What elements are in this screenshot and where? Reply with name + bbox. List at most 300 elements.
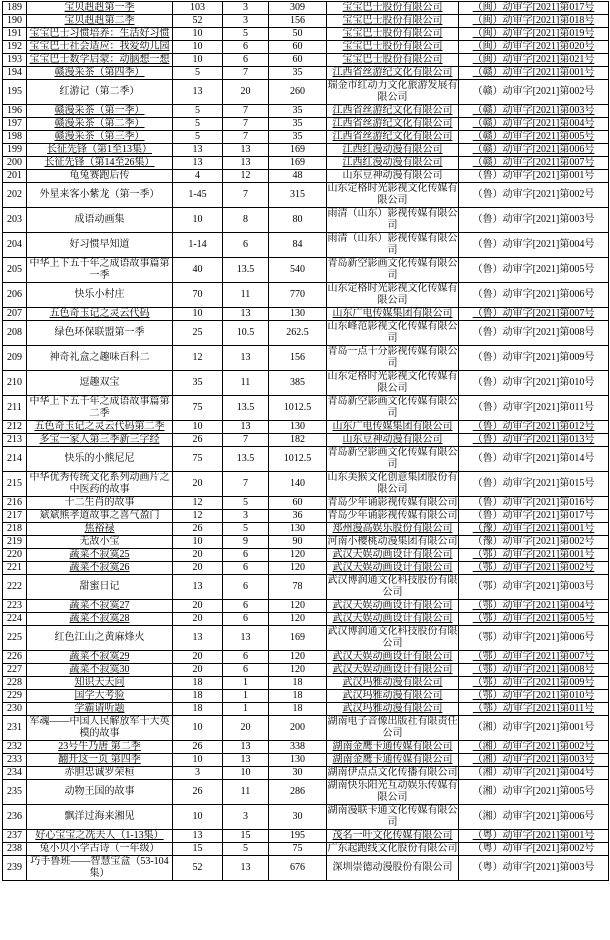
license-number-cell: （湘）动审字[2021]第006号: [459, 805, 609, 830]
company-cell: 武汉天娱动画设计有限公司: [327, 600, 459, 613]
table-row: [3, 805, 609, 830]
row-number-cell: 220: [3, 549, 27, 562]
table-row: [3, 2, 609, 15]
minutes-per-episode-cell: 6: [223, 54, 269, 67]
total-minutes-cell: 315: [269, 183, 327, 208]
row-number-cell: 234: [3, 767, 27, 780]
title-cell: 宝宝巴士数学启蒙：动脑想一想: [27, 54, 173, 67]
table-body: [3, 2, 609, 881]
company-cell: 武汉博润通文化科技股份有限公司: [327, 575, 458, 598]
title-cell: 学霸请听题: [27, 703, 173, 716]
license-number-cell: （粤）动审字[2021]第001号: [459, 830, 609, 843]
total-minutes-cell: 338: [269, 741, 327, 754]
company-cell: 武汉玛雅动漫有限公司: [327, 703, 459, 716]
license-number-cell: （赣）动审字[2021]第004号: [459, 118, 609, 131]
license-number-cell: （鲁）动审字[2021]第008号: [459, 321, 609, 346]
row-number-cell: 237: [3, 830, 27, 843]
title-cell: 蔬菜不寂寞30: [27, 664, 173, 677]
minutes-per-episode-cell: 3: [223, 15, 269, 28]
minutes-per-episode-cell: 5: [223, 523, 269, 536]
title-cell: 兔小贝小学古诗（一年级）: [27, 843, 173, 856]
row-number-cell: 201: [3, 170, 27, 183]
minutes-per-episode-cell: 6: [223, 549, 269, 562]
company-cell: 武汉天娱动画设计有限公司: [327, 562, 459, 575]
title-cell: 好心宝宝之冼夫人（1-13集）: [27, 830, 173, 843]
minutes-per-episode-cell: 5: [223, 497, 269, 510]
row-number-cell: 196: [3, 105, 27, 118]
license-number-cell: （闽）动审字[2021]第020号: [459, 41, 609, 54]
total-minutes-cell: 200: [269, 716, 327, 741]
company-cell: 江西省丝游纪文化有限公司: [327, 67, 459, 80]
company-cell: 青岛新空影画文化传媒有限公司: [327, 258, 458, 281]
license-number-cell: （鲁）动审字[2021]第009号: [459, 346, 609, 371]
minutes-per-episode-cell: 5: [223, 28, 269, 41]
episodes-cell: 13: [173, 80, 223, 105]
row-number-cell: 192: [3, 41, 27, 54]
total-minutes-cell: 120: [269, 613, 327, 626]
episodes-cell: 4: [173, 170, 223, 183]
total-minutes-cell: 156: [269, 15, 327, 28]
title-cell: 逗趣双宝: [27, 371, 173, 396]
episodes-cell: 12: [173, 346, 223, 371]
license-number-cell: （湘）动审字[2021]第004号: [459, 767, 609, 780]
minutes-per-episode-cell: 13.5: [223, 447, 269, 472]
license-number-cell: （鲁）动审字[2021]第014号: [459, 447, 609, 472]
table-row: [3, 716, 609, 741]
episodes-cell: 70: [173, 283, 223, 308]
minutes-per-episode-cell: 13.5: [223, 396, 269, 421]
company-cell: 武汉天娱动画设计有限公司: [327, 651, 459, 664]
title-cell: 23号牛乃唐 第二季: [27, 741, 173, 754]
table-row: [3, 830, 609, 843]
table-row: [3, 183, 609, 208]
episodes-cell: 10: [173, 28, 223, 41]
table-row: [3, 767, 609, 780]
total-minutes-cell: 35: [269, 131, 327, 144]
episodes-cell: 52: [173, 856, 223, 881]
title-cell: 五色奇玉记之灵云代码第二季: [27, 421, 173, 434]
table-row: [3, 258, 609, 283]
total-minutes-cell: 540: [269, 258, 327, 283]
minutes-per-episode-cell: 1: [223, 677, 269, 690]
company-cell: 宝宝巴士股份有限公司: [327, 54, 459, 67]
license-number-cell: （鲁）动审字[2021]第012号: [459, 421, 609, 434]
title-cell: 赣漫采茶（第二季）: [27, 118, 173, 131]
episodes-cell: 35: [173, 371, 223, 396]
title-cell: 宝贝赳赳第一季: [27, 2, 173, 15]
episodes-cell: 13: [173, 157, 223, 170]
episodes-cell: 20: [173, 549, 223, 562]
table-row: [3, 283, 609, 308]
table-row: [3, 536, 609, 549]
minutes-per-episode-cell: 10: [223, 767, 269, 780]
minutes-per-episode-cell: 7: [223, 131, 269, 144]
title-cell: 宝宝巴士习惯培养：生活好习惯: [27, 28, 173, 41]
minutes-per-episode-cell: 12: [223, 170, 269, 183]
total-minutes-cell: 262.5: [269, 321, 327, 346]
title-cell: 斌斌熊孝道故事之喜气盈门: [27, 510, 173, 523]
episodes-cell: 12: [173, 497, 223, 510]
total-minutes-cell: 130: [269, 754, 327, 767]
title-cell: 神奇礼盒之趣味百科二: [27, 346, 173, 371]
company-cell: 武汉天娱动画设计有限公司: [327, 613, 459, 626]
table-row: [3, 233, 609, 258]
title-cell: 多宝一家人第三季新三字经: [27, 434, 173, 447]
total-minutes-cell: 130: [269, 421, 327, 434]
total-minutes-cell: 90: [269, 536, 327, 549]
row-number-cell: 197: [3, 118, 27, 131]
minutes-per-episode-cell: 6: [223, 562, 269, 575]
total-minutes-cell: 120: [269, 600, 327, 613]
company-cell: 江西省丝游纪文化有限公司: [327, 105, 459, 118]
episodes-cell: 13: [173, 626, 223, 651]
title-cell: 军魂——中国人民解放军十大英模的故事: [27, 716, 173, 741]
minutes-per-episode-cell: 6: [223, 651, 269, 664]
total-minutes-cell: 48: [269, 170, 327, 183]
title-cell: 快乐小村庄: [27, 283, 173, 308]
title-cell: 蔬菜不寂寞25: [27, 549, 173, 562]
episodes-cell: 20: [173, 562, 223, 575]
episodes-cell: 5: [173, 105, 223, 118]
row-number-cell: 233: [3, 754, 27, 767]
title-cell: 赣漫采茶（第一季）: [27, 105, 173, 118]
minutes-per-episode-cell: 6: [223, 613, 269, 626]
license-number-cell: （湘）动审字[2021]第005号: [459, 780, 609, 805]
episodes-cell: 75: [173, 447, 223, 472]
license-number-cell: （鲁）动审字[2021]第006号: [459, 283, 609, 308]
table-row: [3, 575, 609, 600]
minutes-per-episode-cell: 1: [223, 690, 269, 703]
license-number-cell: （鲁）动审字[2021]第010号: [459, 371, 609, 396]
minutes-per-episode-cell: 13: [223, 157, 269, 170]
episodes-cell: 52: [173, 15, 223, 28]
total-minutes-cell: 156: [269, 346, 327, 371]
table-row: [3, 118, 609, 131]
license-number-cell: （鄂）动审字[2021]第007号: [459, 651, 609, 664]
episodes-cell: 5: [173, 131, 223, 144]
table-row: [3, 651, 609, 664]
row-number-cell: 238: [3, 843, 27, 856]
company-cell: 湖南伊点点文化传播有限公司: [327, 767, 458, 778]
total-minutes-cell: 120: [269, 549, 327, 562]
title-cell: 红游记（第二季）: [27, 80, 173, 105]
row-number-cell: 218: [3, 523, 27, 536]
license-number-cell: （赣）动审字[2021]第003号: [459, 105, 609, 118]
row-number-cell: 239: [3, 856, 27, 881]
minutes-per-episode-cell: 10.5: [223, 321, 269, 346]
episodes-cell: 1-45: [173, 183, 223, 208]
company-cell: 山东美猴文化创意集团股份有限公司: [327, 472, 458, 495]
company-cell: 山东豆神动漫有限公司: [327, 170, 459, 183]
license-number-cell: （粤）动审字[2021]第003号: [459, 856, 609, 881]
table-row: [3, 447, 609, 472]
minutes-per-episode-cell: 13: [223, 308, 269, 321]
row-number-cell: 203: [3, 208, 27, 233]
company-cell: 雨清（山东）影视传媒有限公司: [327, 233, 458, 256]
title-cell: 龟兔赛跑后传: [27, 170, 173, 183]
total-minutes-cell: 18: [269, 703, 327, 716]
total-minutes-cell: 60: [269, 497, 327, 510]
minutes-per-episode-cell: 13: [223, 346, 269, 371]
license-number-cell: （赣）动审字[2021]第005号: [459, 131, 609, 144]
title-cell: 成语动画集: [27, 208, 173, 233]
title-cell: 好习惯早知道: [27, 233, 173, 258]
minutes-per-episode-cell: 7: [223, 434, 269, 447]
episodes-cell: 12: [173, 510, 223, 523]
table-row: [3, 549, 609, 562]
minutes-per-episode-cell: 13: [223, 421, 269, 434]
company-cell: 山东定格时光影视文化传媒有限公司: [327, 183, 458, 206]
title-cell: 宝宝巴士社会适应：我爱幼儿园: [27, 41, 173, 54]
title-cell: 国学大考验: [27, 690, 173, 703]
title-cell: 焦裕禄: [27, 523, 173, 536]
row-number-cell: 202: [3, 183, 27, 208]
table-row: [3, 105, 609, 118]
total-minutes-cell: 120: [269, 562, 327, 575]
license-number-cell: （鲁）动审字[2021]第004号: [459, 233, 609, 258]
company-cell: 湖南电子音像出版社有限责任公司: [327, 716, 458, 739]
total-minutes-cell: 195: [269, 830, 327, 843]
episodes-cell: 5: [173, 67, 223, 80]
table-row: [3, 523, 609, 536]
minutes-per-episode-cell: 3: [223, 510, 269, 523]
license-number-cell: （鲁）动审字[2021]第011号: [459, 396, 609, 421]
title-cell: 长征先锋（第14至26集）: [27, 157, 173, 170]
total-minutes-cell: 182: [269, 434, 327, 447]
total-minutes-cell: 676: [269, 856, 327, 881]
table-row: [3, 613, 609, 626]
row-number-cell: 214: [3, 447, 27, 472]
minutes-per-episode-cell: 1: [223, 703, 269, 716]
license-number-cell: （湘）动审字[2021]第001号: [459, 716, 609, 741]
license-number-cell: （闽）动审字[2021]第019号: [459, 28, 609, 41]
title-cell: 中华优秀传统文化系列动画片之中医药的故事: [27, 472, 173, 497]
episodes-cell: 103: [173, 2, 223, 15]
license-number-cell: （鲁）动审字[2021]第017号: [459, 510, 609, 523]
row-number-cell: 208: [3, 321, 27, 346]
company-cell: 山东广电传媒集团有限公司: [327, 308, 459, 321]
row-number-cell: 224: [3, 613, 27, 626]
row-number-cell: 206: [3, 283, 27, 308]
total-minutes-cell: 309: [269, 2, 327, 15]
minutes-per-episode-cell: 7: [223, 105, 269, 118]
license-number-cell: （赣）动审字[2021]第002号: [459, 80, 609, 105]
license-number-cell: （赣）动审字[2021]第006号: [459, 144, 609, 157]
title-cell: 十二生肖的故事: [27, 497, 173, 510]
minutes-per-episode-cell: 13: [223, 626, 269, 651]
company-cell: 山东广电传媒集团有限公司: [327, 421, 459, 434]
title-cell: 蔬菜不寂寞29: [27, 651, 173, 664]
row-number-cell: 231: [3, 716, 27, 741]
company-cell: 湖南快乐阳光互动娱乐传媒有限公司: [327, 780, 458, 803]
minutes-per-episode-cell: 11: [223, 780, 269, 805]
episodes-cell: 13: [173, 830, 223, 843]
episodes-cell: 10: [173, 716, 223, 741]
license-number-cell: （鄂）动审字[2021]第006号: [459, 626, 609, 651]
company-cell: 武汉玛雅动漫有限公司: [327, 690, 459, 703]
minutes-per-episode-cell: 13: [223, 741, 269, 754]
table-row: [3, 396, 609, 421]
table-row: [3, 664, 609, 677]
company-cell: 河南小樱桃动漫集团有限公司: [327, 536, 458, 547]
row-number-cell: 204: [3, 233, 27, 258]
table-row: [3, 472, 609, 497]
table-row: [3, 856, 609, 881]
license-number-cell: （鲁）动审字[2021]第005号: [459, 258, 609, 283]
license-number-cell: （湘）动审字[2021]第002号: [459, 741, 609, 754]
episodes-cell: 40: [173, 258, 223, 283]
minutes-per-episode-cell: 13.5: [223, 258, 269, 283]
table-row: [3, 741, 609, 754]
table-row: [3, 15, 609, 28]
total-minutes-cell: 120: [269, 664, 327, 677]
episodes-cell: 20: [173, 472, 223, 497]
title-cell: 宝贝赳赳第二季: [27, 15, 173, 28]
license-number-cell: （鄂）动审字[2021]第011号: [459, 703, 609, 716]
company-cell: 武汉天娱动画设计有限公司: [327, 664, 459, 677]
table-row: [3, 703, 609, 716]
episodes-cell: 10: [173, 208, 223, 233]
title-cell: 甜蜜日记: [27, 575, 173, 600]
row-number-cell: 230: [3, 703, 27, 716]
row-number-cell: 212: [3, 421, 27, 434]
total-minutes-cell: 260: [269, 80, 327, 105]
minutes-per-episode-cell: 7: [223, 67, 269, 80]
row-number-cell: 213: [3, 434, 27, 447]
title-cell: 绿色环保联盟第一季: [27, 321, 173, 346]
row-number-cell: 211: [3, 396, 27, 421]
license-number-cell: （鲁）动审字[2021]第007号: [459, 308, 609, 321]
row-number-cell: 205: [3, 258, 27, 283]
company-cell: 江西红漫动漫有限公司: [327, 157, 459, 170]
minutes-per-episode-cell: 3: [223, 805, 269, 830]
total-minutes-cell: 18: [269, 677, 327, 690]
total-minutes-cell: 18: [269, 690, 327, 703]
episodes-cell: 26: [173, 780, 223, 805]
company-cell: 深圳崇德动漫股份有限公司: [327, 856, 459, 881]
episodes-cell: 26: [173, 434, 223, 447]
minutes-per-episode-cell: 6: [223, 233, 269, 258]
total-minutes-cell: 75: [269, 843, 327, 856]
episodes-cell: 10: [173, 421, 223, 434]
company-cell: 宝宝巴士股份有限公司: [327, 41, 459, 54]
row-number-cell: 226: [3, 651, 27, 664]
company-cell: 武汉天娱动画设计有限公司: [327, 549, 459, 562]
title-cell: 蔬菜不寂寞27: [27, 600, 173, 613]
total-minutes-cell: 35: [269, 118, 327, 131]
episodes-cell: 13: [173, 144, 223, 157]
total-minutes-cell: 169: [269, 144, 327, 157]
row-number-cell: 191: [3, 28, 27, 41]
row-number-cell: 194: [3, 67, 27, 80]
row-number-cell: 207: [3, 308, 27, 321]
row-number-cell: 232: [3, 741, 27, 754]
episodes-cell: 10: [173, 308, 223, 321]
table-row: [3, 41, 609, 54]
episodes-cell: 20: [173, 613, 223, 626]
row-number-cell: 195: [3, 80, 27, 105]
table-row: [3, 54, 609, 67]
total-minutes-cell: 130: [269, 523, 327, 536]
episodes-cell: 20: [173, 651, 223, 664]
table-row: [3, 308, 609, 321]
company-cell: 武汉玛雅动漫有限公司: [327, 677, 459, 690]
row-number-cell: 200: [3, 157, 27, 170]
license-number-cell: （赣）动审字[2021]第007号: [459, 157, 609, 170]
table-row: [3, 843, 609, 856]
title-cell: 飘洋过海来湘见: [27, 805, 173, 830]
license-number-cell: （闽）动审字[2021]第021号: [459, 54, 609, 67]
episodes-cell: 26: [173, 741, 223, 754]
company-cell: 瑞金市红动力文化旅游发展有限公司: [327, 80, 458, 103]
company-cell: 宝宝巴士股份有限公司: [327, 2, 459, 15]
row-number-cell: 210: [3, 371, 27, 396]
title-cell: 无敌小宝: [27, 536, 173, 549]
total-minutes-cell: 78: [269, 575, 327, 600]
row-number-cell: 228: [3, 677, 27, 690]
license-number-cell: （鄂）动审字[2021]第004号: [459, 600, 609, 613]
company-cell: 江西红漫动漫有限公司: [327, 144, 459, 157]
episodes-cell: 10: [173, 536, 223, 549]
total-minutes-cell: 80: [269, 208, 327, 233]
company-cell: 宝宝巴士股份有限公司: [327, 28, 459, 41]
table-row: [3, 421, 609, 434]
minutes-per-episode-cell: 15: [223, 830, 269, 843]
episodes-cell: 10: [173, 54, 223, 67]
table-row: [3, 157, 609, 170]
company-cell: 青岛一点十分影视传媒有限公司: [327, 346, 458, 369]
company-cell: 山东定格时光影视文化传媒有限公司: [327, 283, 458, 306]
episodes-cell: 18: [173, 677, 223, 690]
title-cell: 中华上下五千年之成语故事篇第二季: [27, 396, 173, 421]
company-cell: 湖南金鹰卡通传媒有限公司: [327, 754, 459, 767]
title-cell: 快乐的小熊尼尼: [27, 447, 173, 472]
title-cell: 巧手鲁班——智慧宝盒（53-104集）: [27, 856, 173, 881]
episodes-cell: 3: [173, 767, 223, 780]
episodes-cell: 20: [173, 664, 223, 677]
row-number-cell: 189: [3, 2, 27, 15]
episodes-cell: 10: [173, 41, 223, 54]
title-cell: 长征先锋（第1至13集）: [27, 144, 173, 157]
license-number-cell: （豫）动审字[2021]第001号: [459, 523, 609, 536]
title-cell: 赣漫采茶（第三季）: [27, 131, 173, 144]
license-number-cell: （鄂）动审字[2021]第001号: [459, 549, 609, 562]
table-row: [3, 510, 609, 523]
license-number-cell: （鄂）动审字[2021]第008号: [459, 664, 609, 677]
table-row: [3, 434, 609, 447]
total-minutes-cell: 50: [269, 28, 327, 41]
row-number-cell: 219: [3, 536, 27, 549]
episodes-cell: 75: [173, 396, 223, 421]
total-minutes-cell: 60: [269, 41, 327, 54]
license-number-cell: （鄂）动审字[2021]第005号: [459, 613, 609, 626]
table-row: [3, 208, 609, 233]
minutes-per-episode-cell: 8: [223, 208, 269, 233]
row-number-cell: 190: [3, 15, 27, 28]
table-row: [3, 690, 609, 703]
row-number-cell: 235: [3, 780, 27, 805]
table-row: [3, 626, 609, 651]
table-row: [3, 600, 609, 613]
total-minutes-cell: 140: [269, 472, 327, 497]
company-cell: 山东豆神动漫有限公司: [327, 434, 459, 447]
episodes-cell: 5: [173, 118, 223, 131]
table-row: [3, 562, 609, 575]
episodes-cell: 10: [173, 805, 223, 830]
minutes-per-episode-cell: 13: [223, 856, 269, 881]
title-cell: 动物王国的故事: [27, 780, 173, 805]
minutes-per-episode-cell: 7: [223, 472, 269, 497]
